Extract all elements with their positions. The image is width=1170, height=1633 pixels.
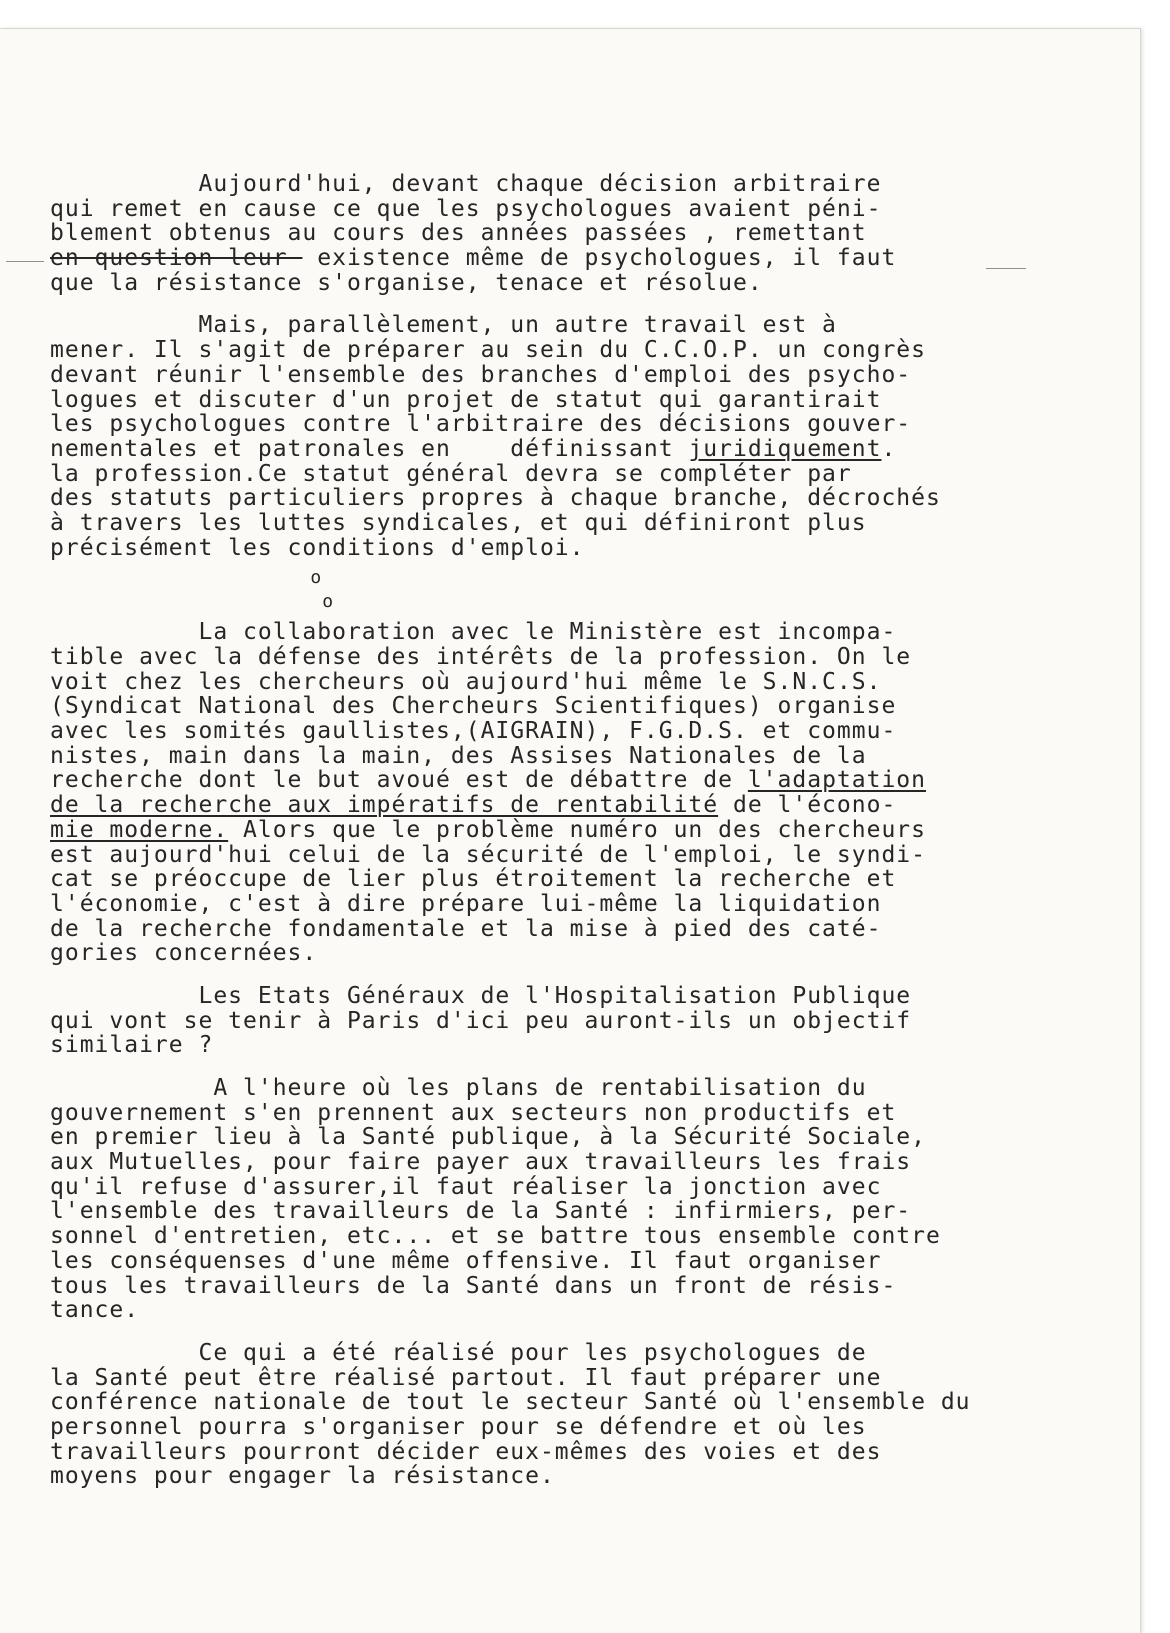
text-line: blement obtenus au cours des années passées , remettant (50, 220, 867, 247)
paragraph (50, 620, 1070, 966)
text-line (50, 246, 1070, 271)
text-line: qui remet en cause ce que les psychologues avaient péni- (50, 195, 882, 222)
text-line: cat se préoccupe de lier plus étroitement la recherche et (50, 866, 897, 893)
text-line: A l'heure où les plans de rentabilisation du (50, 1075, 867, 1101)
text-segment: . (881, 435, 897, 462)
typewritten-text (50, 172, 1070, 1489)
text-line: précisément les conditions d'emploi. (50, 534, 585, 561)
text-line: personnel pourra s'organiser pour se défendre et où les (50, 1413, 867, 1440)
text-line: Ce qui a été réalisé pour les psychologues de (50, 1339, 867, 1366)
text-line: à travers les luttes syndicales, et qui définiront plus (50, 509, 867, 536)
text-line (50, 793, 1070, 818)
text-line: Les Etats Généraux de l'Hospitalisation Publique (50, 982, 912, 1009)
text-line: nistes, main dans la main, des Assises Nationales de la (50, 742, 867, 769)
text-line: travailleurs pourront décider eux-mêmes des voies et des (50, 1438, 882, 1465)
text-line: que la résistance s'organise, tenace et résolue. (50, 269, 763, 296)
underlined-text: mie moderne. (50, 816, 229, 843)
text-line: en premier lieu à la Santé publique, à la Sécurité Sociale, (50, 1124, 926, 1151)
text-line: qui vont se tenir à Paris d'ici peu auront-ils un objectif (50, 1007, 912, 1034)
text-line (50, 768, 1070, 793)
text-line: gories concernées. (50, 940, 318, 967)
text-line: avec les somités gaullistes,(AIGRAIN), F.G.D.S. et commu- (50, 718, 897, 745)
text-line: La collaboration avec le Ministère est incompa- (50, 619, 897, 646)
text-line: est aujourd'hui celui de la sécurité de l'emploi, le syndi- (50, 841, 926, 868)
text-line: la profession.Ce statut général devra se compléter par (50, 460, 852, 487)
text-line (50, 818, 1070, 843)
underlined-text: l'adaptation (747, 767, 926, 794)
paragraph (50, 1341, 1070, 1489)
text-line (50, 437, 1070, 462)
text-line: mener. Il s'agit de préparer au sein du C.C.O.P. un congrès (50, 337, 926, 364)
separator-mark: o (50, 567, 323, 589)
text-line: des statuts particuliers propres à chaque branche, décrochés (50, 485, 941, 512)
text-segment: de l'écono- (718, 792, 897, 819)
struck-text: en question leur (50, 245, 303, 272)
text-line: tible avec la défense des intérêts de la profession. On le (50, 644, 912, 670)
text-segment: nementales et patronales en définissant (50, 435, 689, 462)
text-line: aux Mutuelles, pour faire payer aux travailleurs les frais (50, 1149, 912, 1176)
text-line: similaire ? (50, 1032, 214, 1059)
separator-mark: o (50, 591, 335, 613)
text-line: logues et discuter d'un projet de statut qui garantirait (50, 386, 882, 413)
underlined-text: de la recherche aux impératifs de rentabilité (50, 792, 719, 819)
text-line: de la recherche fondamentale et la mise à pied des caté- (50, 915, 882, 942)
text-line: qu'il refuse d'assurer,il faut réaliser la jonction avec (50, 1173, 882, 1200)
text-segment: existence même de psychologues, il faut (302, 245, 897, 272)
margin-mark (6, 261, 44, 262)
text-line: voit chez les chercheurs où aujourd'hui même le S.N.C.S. (50, 668, 882, 695)
paragraph (50, 984, 1070, 1058)
text-segment: Alors que le problème numéro un des chercheurs (228, 816, 926, 843)
text-line: tance. (50, 1297, 140, 1324)
text-line: Aujourd'hui, devant chaque décision arbitraire (50, 171, 882, 197)
text-line: moyens pour engager la résistance. (50, 1463, 555, 1490)
text-line: conférence nationale de tout le secteur Santé où l'ensemble du (50, 1389, 971, 1416)
paragraph (50, 313, 1070, 560)
text-line: sonnel d'entretien, etc... et se battre tous ensemble contre (50, 1223, 941, 1250)
text-line: (Syndicat National des Chercheurs Scientifiques) organise (50, 693, 897, 720)
text-line: Mais, parallèlement, un autre travail est à (50, 312, 837, 339)
paragraph (50, 1076, 1070, 1323)
text-line: l'économie, c'est à dire prépare lui-même la liquidation (50, 890, 882, 917)
text-line: gouvernement s'en prennent aux secteurs non productifs et (50, 1099, 897, 1126)
text-line: devant réunir l'ensemble des branches d'emploi des psycho- (50, 361, 912, 388)
text-line: l'ensemble des travailleurs de la Santé : infirmiers, per- (50, 1198, 912, 1225)
section-separator (50, 566, 1070, 614)
text-line: la Santé peut être réalisé partout. Il faut préparer une (50, 1364, 882, 1391)
text-line: tous les travailleurs de la Santé dans un front de résis- (50, 1272, 897, 1299)
text-line: les conséquenses d'une même offensive. Il faut organiser (50, 1247, 882, 1274)
paragraph (50, 172, 1070, 295)
text-segment: recherche dont le but avoué est de débattre de (50, 767, 748, 794)
underlined-text: juridiquement (688, 435, 882, 462)
text-line: les psychologues contre l'arbitraire des décisions gouver- (50, 411, 912, 438)
